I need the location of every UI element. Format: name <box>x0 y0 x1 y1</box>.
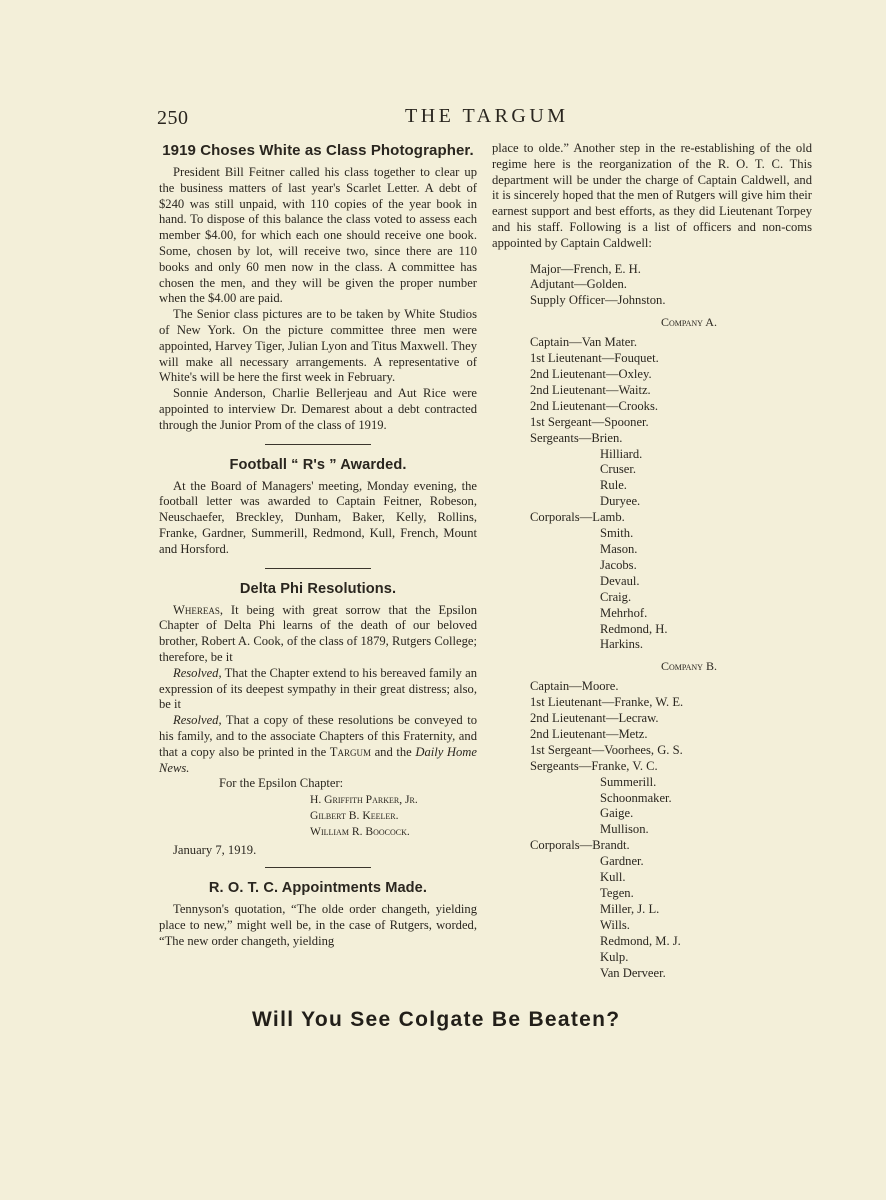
corporals-label: Corporals— <box>530 838 593 853</box>
roster-name: Duryee. <box>600 494 641 509</box>
article-paragraph: At the Board of Managers' meeting, Monday evening, the football letter was awarded to Captain Feitner, Robeson, Neuschaefer, Breckley, Dunham, Baker, Kelly, Rollins, Franke, Gardner, Summerill, Redmond, Kull, French, Mount and Horsford. <box>159 478 477 556</box>
roster-name: Gaige. <box>600 806 634 821</box>
divider-rule <box>265 867 371 868</box>
resolved-word: Resolved, <box>173 665 222 680</box>
newspaper-name: Daily Home News. <box>159 744 477 775</box>
roster-name: Devaul. <box>600 573 640 588</box>
sergeants-label: Sergeants— <box>530 758 592 773</box>
officer-entry: 1st Sergeant—Spooner. <box>530 414 649 429</box>
article-paragraph: Sonnie Anderson, Charlie Bellerjeau and Aut Rice were appointed to interview Dr. Demarest about a debt contracted through the Junior Prom of the class of 1919. <box>159 386 477 432</box>
roster-name: Mehrhof. <box>600 605 648 620</box>
staff-entry: Adjutant—Golden. <box>530 277 627 292</box>
officer-entry: 2nd Lieutenant—Metz. <box>530 726 648 741</box>
staff-entry: Major—French, E. H. <box>530 261 641 276</box>
whereas-word: Whereas, <box>173 602 224 617</box>
resolution-date: January 7, 1919. <box>173 843 257 858</box>
page-number: 250 <box>157 107 189 129</box>
corporals-row <box>530 510 812 526</box>
roster-name: Smith. <box>600 526 634 541</box>
divider-rule <box>265 568 371 569</box>
roster-name: Jacobs. <box>600 557 637 572</box>
signatory: H. Griffith Parker, Jr. <box>310 793 418 807</box>
officer-entry: Captain—Moore. <box>530 679 619 694</box>
colgate-slogan: Will You See Colgate Be Beaten? <box>252 1008 621 1031</box>
article-paragraph: Tennyson's quotation, “The olde order changeth, yielding place to new,” might well be, in the case of Rutgers, worded, “The new order changeth, yielding <box>159 902 477 948</box>
roster-name: Harkins. <box>600 637 644 652</box>
company-a-heading: Company A. <box>661 315 717 330</box>
signatory: Gilbert B. Keeler. <box>310 808 399 822</box>
article-paragraph: President Bill Feitner called his class together to clear up the business matters of last year's Scarlet Letter. A debt of $240 was still unpaid, with 110 copies of the year book in hand. To dispose of this balance the class voted to assess each member $4.00, for which each one should receive one book. Some, chosen by lot, will receive two, since there are 110 books and only 60 men now in the class. A committee has chosen the men, and they will be given the proper number when the $4.00 are paid. <box>159 165 477 306</box>
sergeants-row <box>530 431 812 447</box>
resolved-word: Resolved, <box>173 713 222 728</box>
targum-name: Targum <box>329 744 371 759</box>
roster-name: Cruser. <box>600 462 637 477</box>
officer-entry: 1st Lieutenant—Franke, W. E. <box>530 695 684 710</box>
rotc-roster <box>530 262 812 982</box>
roster-name: Schoonmaker. <box>600 790 672 805</box>
roster-name: Redmond, M. J. <box>600 933 681 948</box>
staff-entry: Supply Officer—Johnston. <box>530 293 666 308</box>
resolution-text: That the Chapter extend to his bereaved family an expression of its deepest sympathy in their great distress; also, be it <box>159 665 477 712</box>
officer-entry: 2nd Lieutenant—Waitz. <box>530 382 651 397</box>
running-head: THE TARGUM <box>405 105 569 127</box>
roster-name: Brien. <box>591 430 623 445</box>
article-paragraph-continued: place to olde.” Another step in the re-establishing of the old regime here is the reorganization of the R. O. T. C. This department will be under the charge of Captain Caldwell, and it is sincerely hoped that the men of Rutgers will give him their earnest support and best efforts, as they did Lieutenant Torpey and his staff. Following is a list of officers and non-coms appointed by Captain Caldwell: <box>492 141 812 250</box>
officer-entry: 2nd Lieutenant—Lecraw. <box>530 711 659 726</box>
corporals-row <box>530 838 812 854</box>
roster-name: Rule. <box>600 478 627 493</box>
signatory: William R. Boocock. <box>310 824 410 838</box>
officer-entry: 2nd Lieutenant—Crooks. <box>530 398 659 413</box>
corporals-label: Corporals— <box>530 510 593 525</box>
article-title-delta-phi: Delta Phi Resolutions. <box>239 580 397 597</box>
roster-name: Miller, J. L. <box>600 901 660 916</box>
officer-entry: 2nd Lieutenant—Oxley. <box>530 367 652 382</box>
resolution-text: and the <box>370 744 416 759</box>
roster-name: Kull. <box>600 870 626 885</box>
roster-name: Wills. <box>600 917 630 932</box>
resolution-text: That a copy of these resolutions be conveyed to his family, and to the associate Chapters of this Fraternity, and that a copy also be printed in the <box>159 713 477 759</box>
roster-name: Brandt. <box>592 838 630 853</box>
roster-name: Mullison. <box>600 822 649 837</box>
left-column <box>159 142 477 950</box>
article-title-football-awarded: Football “ R's ” Awarded. <box>229 456 407 473</box>
divider-rule <box>265 444 371 445</box>
officer-entry: 1st Sergeant—Voorhees, G. S. <box>530 742 683 757</box>
roster-name: Hilliard. <box>600 446 643 461</box>
roster-name: Tegen. <box>600 886 634 901</box>
right-column <box>492 141 812 981</box>
signature-intro: For the Epsilon Chapter: <box>219 776 344 791</box>
roster-name: Craig. <box>600 589 632 604</box>
roster-name: Redmond, H. <box>600 621 668 636</box>
resolution-first <box>159 666 477 713</box>
roster-name: Franke, V. C. <box>591 758 658 773</box>
officer-entry: Captain—Van Mater. <box>530 335 638 350</box>
resolution-second <box>159 713 477 776</box>
roster-name: Van Derveer. <box>600 965 666 980</box>
resolution-whereas <box>159 603 477 666</box>
officer-entry: 1st Lieutenant—Fouquet. <box>530 351 659 366</box>
company-b-heading: Company B. <box>661 659 717 674</box>
sergeants-row <box>530 759 812 775</box>
article-title-class-photographer: 1919 Choses White as Class Photographer. <box>162 142 474 159</box>
sergeants-label: Sergeants— <box>530 430 592 445</box>
roster-name: Summerill. <box>600 774 657 789</box>
roster-name: Gardner. <box>600 854 644 869</box>
roster-name: Lamb. <box>592 510 625 525</box>
article-paragraph: The Senior class pictures are to be taken by White Studios of New York. On the picture committee three men were appointed, Harvey Tiger, Julian Lyon and Titus Maxwell. They will make all necessary arrangements. A representative of White's will be here the first week in February. <box>159 307 477 385</box>
article-title-rotc: R. O. T. C. Appointments Made. <box>208 880 428 897</box>
roster-name: Kulp. <box>600 949 629 964</box>
resolution-text: It being with great sorrow that the Epsilon Chapter of Delta Phi learns of the death of our beloved brother, Robert A. Cook, of the class of 1879, Rutgers College; therefore, be it <box>159 602 477 664</box>
roster-name: Mason. <box>600 541 638 556</box>
